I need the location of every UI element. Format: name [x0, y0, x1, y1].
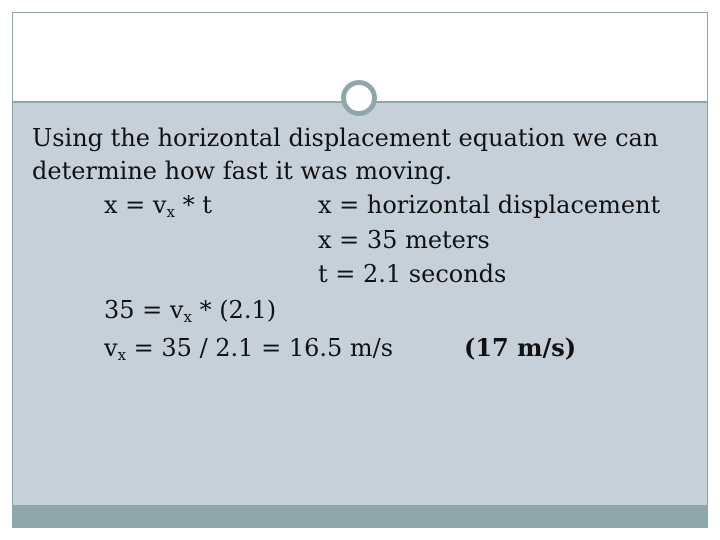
definition-x: x = horizontal displacement	[318, 191, 661, 219]
result	[104, 333, 393, 363]
footer-bar	[13, 505, 707, 527]
equation-lhs: x = v	[104, 191, 167, 219]
value-t: t = 2.1 seconds	[318, 260, 507, 288]
paragraph-line-1: Using the horizontal displacement equation we can	[32, 124, 659, 152]
equation-rhs: * t	[174, 191, 212, 219]
substitution-lhs: 35 = v	[104, 296, 184, 324]
result-rest: = 35 / 2.1 = 16.5 m/s	[126, 334, 394, 362]
value-x: x = 35 meters	[318, 226, 490, 254]
equation	[104, 190, 212, 220]
substitution	[104, 295, 276, 325]
substitution-rhs: * (2.1)	[191, 296, 277, 324]
result-prefix: v	[104, 334, 118, 362]
rounded-result: (17 m/s)	[464, 333, 577, 362]
equation-subscript: x	[166, 203, 175, 221]
substitution-subscript: x	[183, 308, 192, 326]
decorative-circle-icon	[341, 80, 377, 116]
result-subscript: x	[117, 346, 127, 364]
paragraph-line-2: determine how fast it was moving.	[32, 157, 453, 185]
